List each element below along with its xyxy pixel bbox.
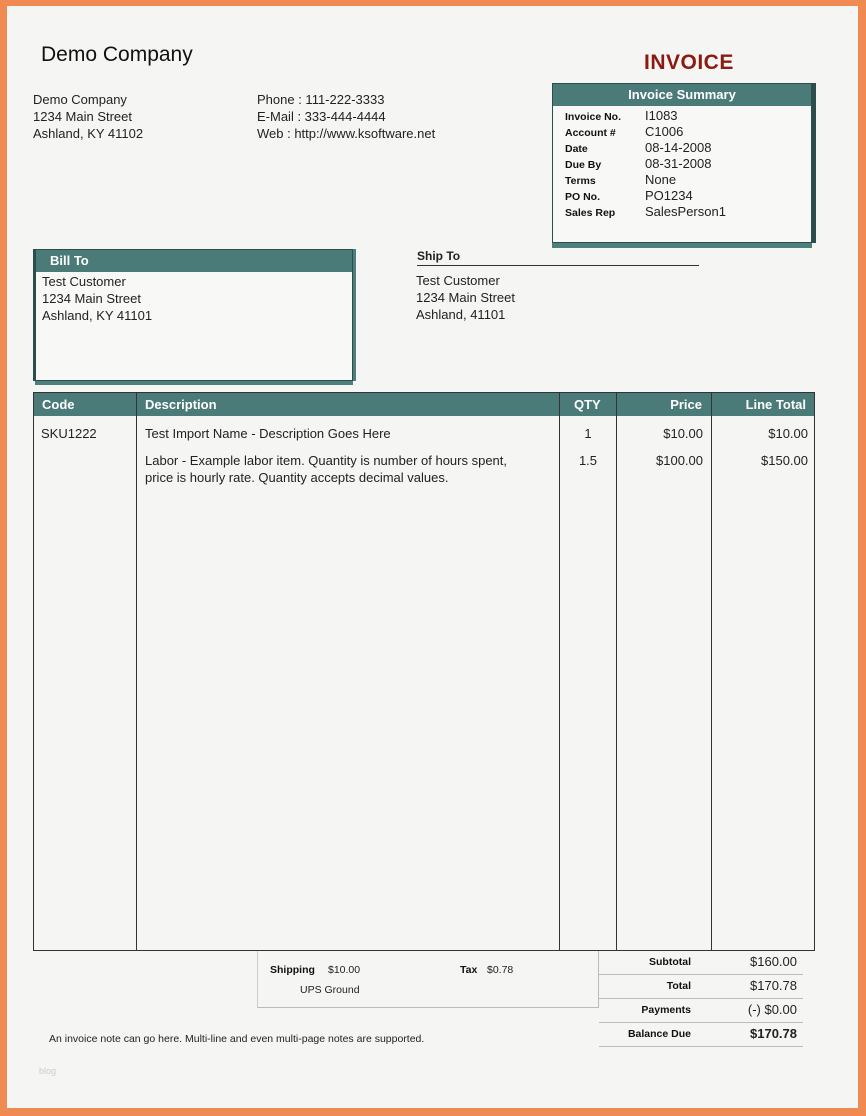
balance-due-label: Balance Due	[627, 1028, 691, 1040]
item-line-total: $10.00	[768, 426, 808, 441]
company-name: Demo Company	[41, 43, 193, 66]
summary-row-sales-rep	[565, 204, 726, 219]
header-code: Code	[42, 397, 75, 412]
item-code: SKU1222	[41, 426, 97, 441]
watermark: blog	[39, 1066, 57, 1076]
ship-to-address	[416, 272, 515, 323]
total-value: $170.78	[750, 978, 797, 993]
bill-to-box	[35, 249, 353, 381]
invoice-summary-box	[552, 83, 812, 243]
summary-label: Terms	[565, 175, 596, 187]
summary-label: Date	[565, 143, 588, 155]
subtotal-value: $160.00	[750, 954, 797, 969]
shipping-amount: $10.00	[328, 964, 361, 976]
summary-row-terms	[565, 172, 676, 187]
column-divider	[616, 393, 617, 950]
item-qty: 1.5	[578, 453, 598, 468]
ship-to-header: Ship To	[417, 249, 699, 266]
table-header	[34, 393, 814, 416]
subtotal-label: Subtotal	[649, 956, 691, 968]
item-description: Labor - Example labor item. Quantity is number of hours spent,	[145, 453, 508, 468]
summary-value: 08-14-2008	[645, 140, 712, 155]
summary-value: SalesPerson1	[645, 204, 726, 219]
subtotal-row	[599, 951, 803, 975]
invoice-title: INVOICE	[644, 51, 734, 74]
bill-to-header: Bill To	[36, 250, 352, 272]
shipping-label: Shipping	[270, 964, 315, 976]
ship-to-line: Test Customer	[416, 273, 500, 288]
shipping-tax-box	[257, 951, 599, 1008]
item-line-total: $150.00	[761, 453, 808, 468]
address-line: Ashland, KY 41102	[33, 126, 144, 141]
company-contact	[257, 91, 435, 142]
address-line: Demo Company	[33, 92, 127, 107]
summary-label: Due By	[565, 159, 602, 171]
summary-row-invoice-no	[565, 108, 678, 123]
payments-row	[599, 999, 803, 1023]
column-divider	[136, 393, 137, 950]
summary-value: None	[645, 172, 677, 187]
summary-value: PO1234	[645, 188, 693, 203]
balance-due-row	[599, 1023, 803, 1047]
bill-to-line: 1234 Main Street	[42, 291, 142, 306]
header-qty: QTY	[574, 397, 601, 412]
summary-row-due-by	[565, 156, 712, 171]
summary-row-account	[565, 124, 683, 139]
tax-amount: $0.78	[487, 964, 514, 976]
phone-line: Phone : 111-222-3333	[257, 92, 385, 107]
summary-label: PO No.	[565, 191, 601, 203]
column-divider	[559, 393, 560, 950]
summary-row-date	[565, 140, 712, 155]
email-line: E-Mail : 333-444-4444	[257, 109, 386, 124]
address-line: 1234 Main Street	[33, 109, 133, 124]
item-description: price is hourly rate. Quantity accepts decimal values.	[145, 470, 449, 485]
summary-label: Invoice No.	[565, 111, 622, 123]
item-price: $100.00	[656, 453, 703, 468]
ship-to-line: Ashland, 41101	[416, 307, 506, 322]
tax-label: Tax	[460, 964, 478, 976]
header-description: Description	[145, 397, 217, 412]
summary-value: 08-31-2008	[645, 156, 712, 171]
total-label: Total	[666, 980, 691, 992]
shipping-method: UPS Ground	[300, 984, 360, 996]
payments-value: (-) $0.00	[747, 1002, 797, 1017]
web-line: Web : http://www.ksoftware.net	[257, 126, 436, 141]
header-price: Price	[670, 397, 702, 412]
summary-value: C1006	[645, 124, 684, 139]
item-price: $10.00	[663, 426, 703, 441]
item-description: Test Import Name - Description Goes Here	[145, 426, 391, 441]
summary-label: Sales Rep	[565, 207, 616, 219]
column-divider	[711, 393, 712, 950]
invoice-page	[7, 6, 858, 1108]
balance-due-value: $170.78	[750, 1026, 797, 1041]
header-line-total: Line Total	[745, 397, 806, 412]
company-address	[33, 91, 143, 142]
item-qty: 1	[584, 426, 592, 441]
total-row	[599, 975, 803, 999]
invoice-note: An invoice note can go here. Multi-line and even multi-page notes are supported.	[49, 1033, 425, 1045]
summary-value: I1083	[645, 108, 678, 123]
summary-row-po-no	[565, 188, 693, 203]
line-items-table	[33, 392, 815, 951]
bill-to-line: Ashland, KY 41101	[42, 308, 153, 323]
ship-to-line: 1234 Main Street	[416, 290, 516, 305]
bill-to-line: Test Customer	[42, 274, 126, 289]
summary-header: Invoice Summary	[553, 84, 811, 106]
summary-label: Account #	[565, 127, 616, 139]
payments-label: Payments	[641, 1004, 691, 1016]
